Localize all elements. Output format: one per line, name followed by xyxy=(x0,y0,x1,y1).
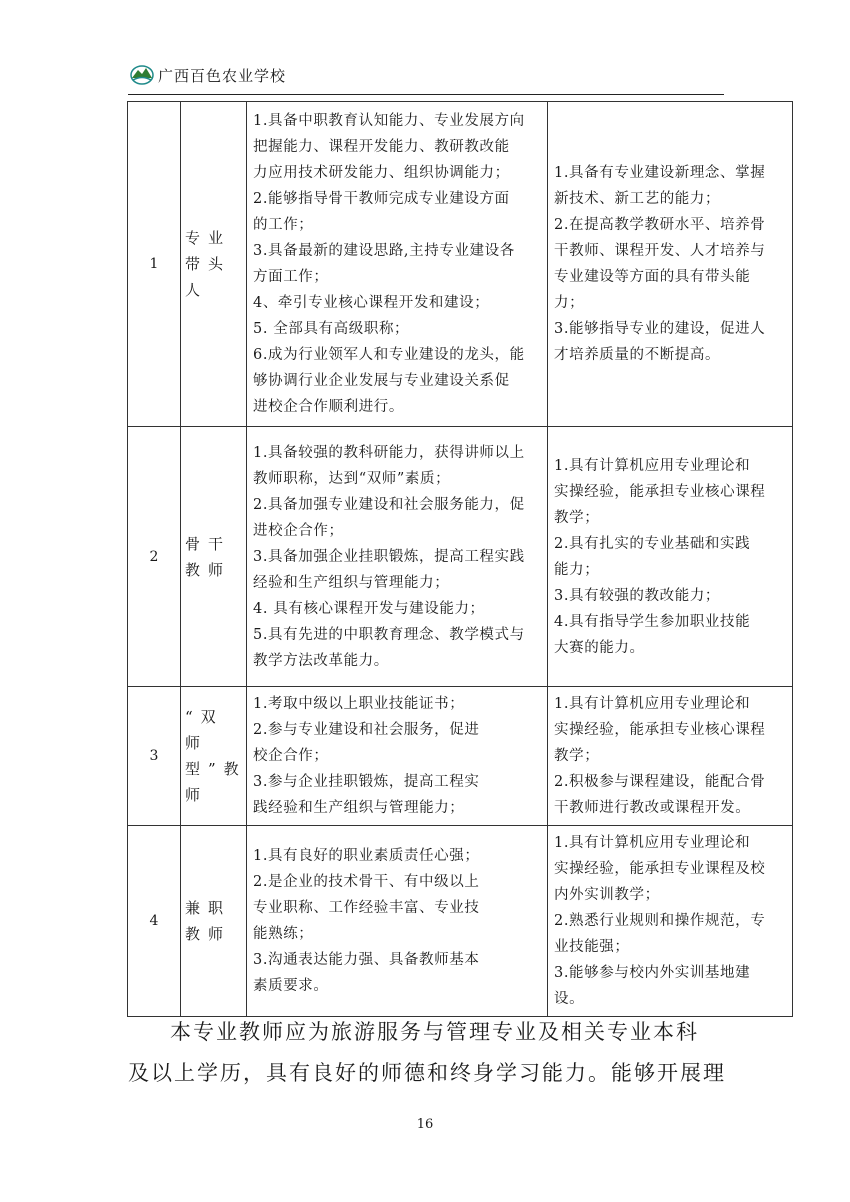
requirement-line: 素质要求。 xyxy=(253,978,329,994)
school-logo-icon xyxy=(130,62,154,86)
body-paragraph-line-1: 本专业教师应为旅游服务与管理专业及相关专业本科 xyxy=(170,1020,699,1044)
requirement-line: 2.是企业的技术骨干、有中级以上 xyxy=(253,874,480,890)
duty-line: 力； xyxy=(554,295,585,311)
requirement-line: 2.参与专业建设和社会服务，促进 xyxy=(253,722,480,738)
duty-line: 2.在提高教学教研水平、培养骨 xyxy=(554,217,766,233)
table-row xyxy=(128,687,793,826)
duty-line: 3.能够指导专业的建设，促进人 xyxy=(554,321,766,337)
requirements-cell xyxy=(247,102,548,427)
requirement-line: 5.具有先进的中职教育理念、教学模式与 xyxy=(253,626,525,643)
duty-line: 设。 xyxy=(554,991,585,1007)
table-row xyxy=(128,826,793,1017)
requirement-line: 方面工作； xyxy=(253,269,329,285)
duty-line: 教学； xyxy=(554,748,600,764)
requirement-line: 2.具备加强专业建设和社会服务能力，促 xyxy=(253,496,525,513)
requirements-cell xyxy=(247,427,548,687)
requirement-line: 教师职称，达到“双师”素质； xyxy=(253,470,451,487)
page-header xyxy=(128,58,724,95)
row-number: 4 xyxy=(128,826,181,1017)
teacher-role: 骨干教师 xyxy=(181,427,247,687)
duty-line: 实操经验，能承担专业课程及校 xyxy=(554,861,766,877)
duty-line: 1.具备有专业建设新理念、掌握 xyxy=(554,165,766,181)
duty-line: 2.积极参与课程建设，能配合骨 xyxy=(554,774,766,790)
requirement-line: 4、牵引专业核心课程开发和建设； xyxy=(253,295,490,311)
duty-line: 干教师、课程开发、人才培养与 xyxy=(554,243,766,259)
duty-line: 1.具有计算机应用专业理论和 xyxy=(554,696,751,712)
requirement-line: 2.能够指导骨干教师完成专业建设方面 xyxy=(253,191,510,207)
duty-line: 3.能够参与校内外实训基地建 xyxy=(554,965,751,981)
duties-cell xyxy=(548,102,793,427)
requirement-line: 能熟练； xyxy=(253,926,314,942)
duty-line: 教学； xyxy=(554,509,600,526)
duty-line: 业技能强； xyxy=(554,939,630,955)
duty-line: 实操经验，能承担专业核心课程 xyxy=(554,483,766,500)
table-row xyxy=(128,427,793,687)
requirement-line: 1.具备中职教育认知能力、专业发展方向 xyxy=(253,113,525,129)
requirement-line: 3.具备加强企业挂职锻炼，提高工程实践 xyxy=(253,548,525,565)
duties-cell xyxy=(548,826,793,1017)
duties-cell xyxy=(548,687,793,826)
teacher-role: “双师型”教师 xyxy=(181,687,247,826)
duty-line: 能力； xyxy=(554,561,600,578)
teacher-qualification-table xyxy=(127,101,793,1017)
requirements-cell xyxy=(247,826,548,1017)
duty-line: 实操经验，能承担专业核心课程 xyxy=(554,722,766,738)
requirement-line: 力应用技术研发能力、组织协调能力； xyxy=(253,165,510,181)
requirement-line: 的工作； xyxy=(253,217,314,233)
requirement-line: 1.考取中级以上职业技能证书； xyxy=(253,696,465,712)
row-number: 2 xyxy=(128,427,181,687)
duty-line: 新技术、新工艺的能力； xyxy=(554,191,721,207)
requirement-line: 3.参与企业挂职锻炼，提高工程实 xyxy=(253,774,480,790)
duty-line: 内外实训教学； xyxy=(554,887,660,903)
requirement-line: 进校企合作顺利进行。 xyxy=(253,399,404,415)
requirement-line: 教学方法改革能力。 xyxy=(253,652,389,669)
requirement-line: 专业职称、工作经验丰富、专业技 xyxy=(253,900,480,916)
requirement-line: 4. 具有核心课程开发与建设能力； xyxy=(253,600,485,617)
requirement-line: 3.具备最新的建设思路,主持专业建设各 xyxy=(253,243,515,259)
duty-line: 1.具有计算机应用专业理论和 xyxy=(554,457,751,474)
requirement-line: 够协调行业企业发展与专业建设关系促 xyxy=(253,373,510,389)
requirement-line: 经验和生产组织与管理能力； xyxy=(253,574,450,591)
requirement-line: 1.具有良好的职业素质责任心强； xyxy=(253,848,480,864)
teacher-role: 兼职教师 xyxy=(181,826,247,1017)
body-paragraph-line-2: 及以上学历，具有良好的师德和终身学习能力。能够开展理 xyxy=(128,1061,726,1085)
requirements-cell xyxy=(247,687,548,826)
school-name: 广西百色农业学校 xyxy=(158,67,287,85)
row-number: 1 xyxy=(128,102,181,427)
page-number: 16 xyxy=(416,1117,434,1132)
requirement-line: 践经验和生产组织与管理能力； xyxy=(253,800,465,816)
duty-line: 3.具有较强的教改能力； xyxy=(554,587,721,604)
table-row xyxy=(128,102,793,427)
teacher-role: 专业带头人 xyxy=(181,102,247,427)
duty-line: 4.具有指导学生参加职业技能 xyxy=(554,613,751,630)
duty-line: 1.具有计算机应用专业理论和 xyxy=(554,835,751,851)
duty-line: 大赛的能力。 xyxy=(554,639,645,656)
requirement-line: 6.成为行业领军人和专业建设的龙头，能 xyxy=(253,347,525,363)
requirement-line: 把握能力、课程开发能力、教研教改能 xyxy=(253,139,510,155)
requirement-line: 5. 全部具有高级职称； xyxy=(253,321,410,337)
duty-line: 2.具有扎实的专业基础和实践 xyxy=(554,535,751,552)
requirement-line: 3.沟通表达能力强、具备教师基本 xyxy=(253,952,480,968)
requirement-line: 校企合作； xyxy=(253,748,329,764)
requirement-line: 1.具备较强的教科研能力，获得讲师以上 xyxy=(253,444,525,461)
requirement-line: 进校企合作； xyxy=(253,522,344,539)
duty-line: 干教师进行教改或课程开发。 xyxy=(554,800,751,816)
row-number: 3 xyxy=(128,687,181,826)
duty-line: 专业建设等方面的具有带头能 xyxy=(554,269,751,285)
duties-cell xyxy=(548,427,793,687)
duty-line: 才培养质量的不断提高。 xyxy=(554,347,721,363)
duty-line: 2.熟悉行业规则和操作规范，专 xyxy=(554,913,766,929)
